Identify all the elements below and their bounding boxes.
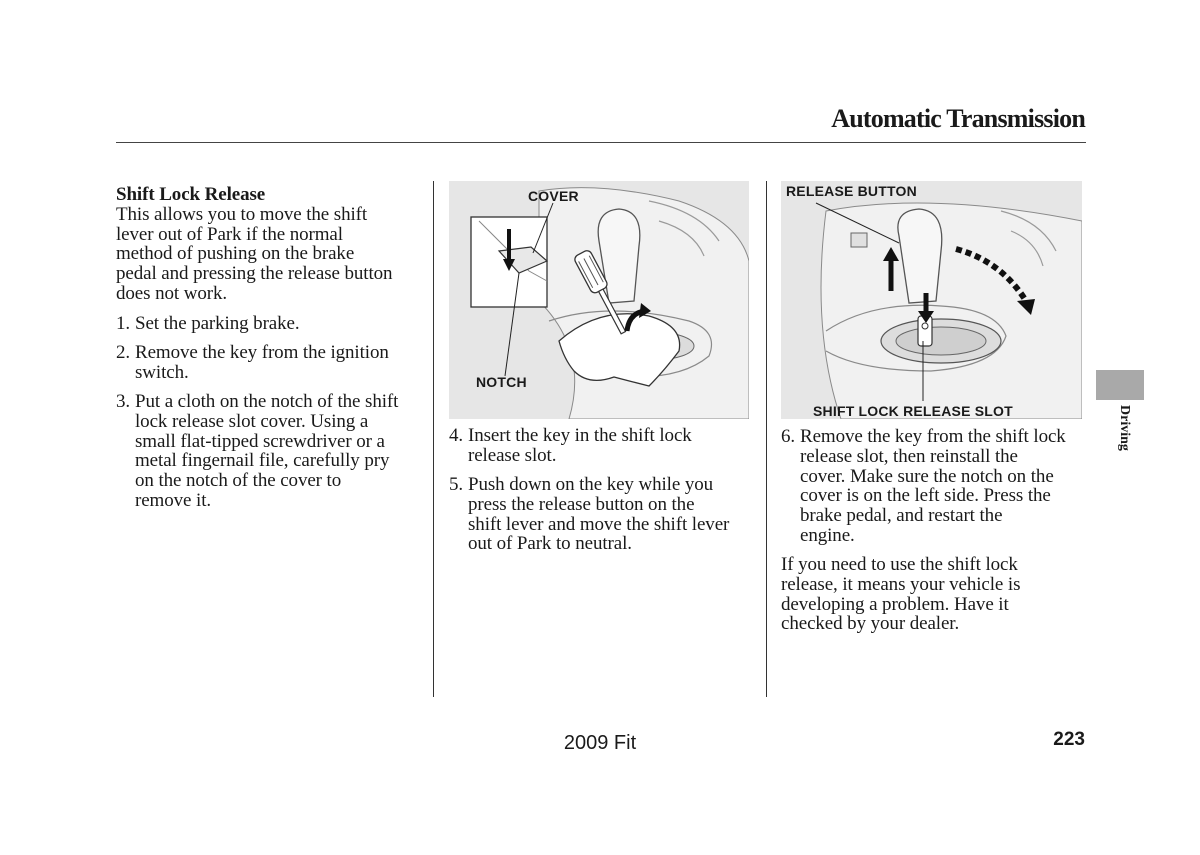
closing-line: If you need to use the shift lock: [781, 554, 1018, 575]
step-text: [135, 343, 389, 383]
step-number: 6.: [781, 426, 796, 447]
step-number: 1.: [116, 313, 131, 334]
step-text: [468, 475, 729, 554]
cover-removal-figure: [449, 181, 749, 419]
step-line: Push down on the key while you: [468, 474, 714, 495]
step-line: Insert the key in the shift lock: [468, 425, 692, 446]
release-slot-figure: [781, 181, 1082, 419]
step-line: remove it.: [135, 489, 212, 511]
step-text: [468, 426, 692, 466]
column-divider-right: [766, 181, 767, 697]
callout-notch: NOTCH: [476, 374, 527, 390]
step-text: [135, 314, 300, 334]
step-line: Remove the key from the shift lock: [800, 426, 1066, 447]
step-line: release slot.: [468, 444, 557, 466]
step-line: brake pedal, and restart the: [800, 505, 1003, 527]
closing-line: checked by your dealer.: [781, 613, 960, 635]
section-tab: [1096, 370, 1144, 400]
step-line: Remove the key from the ignition: [135, 342, 389, 363]
intro-line: This allows you to move the shift: [116, 203, 368, 225]
section-tab-label: Driving: [1117, 405, 1132, 451]
step-line: cover. Make sure the notch on the: [800, 465, 1054, 487]
step-text: [135, 392, 398, 511]
step-line: lock release slot cover. Using a: [135, 410, 369, 432]
closing-paragraph: [781, 555, 1091, 634]
step-line: release slot, then reinstall the: [800, 445, 1018, 467]
footer-model: 2009 Fit: [563, 732, 637, 754]
step-line: shift lever and move the shift lever: [468, 513, 730, 535]
section-heading: Shift Lock Release: [116, 184, 266, 205]
step-line: cover is on the left side. Press the: [800, 485, 1051, 507]
callout-release-button: RELEASE BUTTON: [786, 183, 917, 199]
intro-line: pedal and pressing the release button: [116, 263, 393, 285]
step-line: engine.: [800, 524, 855, 546]
callout-cover: COVER: [528, 188, 579, 204]
step-line: small flat-tipped screwdriver or a: [135, 430, 385, 452]
intro-line: method of pushing on the brake: [116, 243, 355, 265]
closing-line: release, it means your vehicle is: [781, 573, 1021, 595]
column-divider-left: [433, 181, 434, 697]
step-line: out of Park to neutral.: [468, 533, 632, 555]
intro-paragraph: [116, 205, 426, 304]
callout-shift-lock-release-slot: SHIFT LOCK RELEASE SLOT: [813, 403, 1013, 419]
intro-line: lever out of Park if the normal: [116, 223, 343, 245]
step-line: press the release button on the: [468, 493, 695, 515]
step-number: 2.: [116, 342, 131, 363]
step-number: 5.: [449, 474, 464, 495]
step-line: switch.: [135, 361, 189, 383]
step-text: [800, 427, 1066, 546]
title-rule: [116, 142, 1086, 143]
intro-line: does not work.: [116, 282, 228, 304]
left-column: [116, 185, 426, 304]
closing-line: developing a problem. Have it: [781, 593, 1009, 615]
shift-lock-release-illustration: [781, 181, 1082, 419]
step-line: Put a cloth on the notch of the shift: [135, 391, 399, 412]
page-number: 223: [1053, 729, 1085, 750]
step-line: on the notch of the cover to: [135, 470, 342, 492]
step-number: 4.: [449, 425, 464, 446]
step-line: Set the parking brake.: [135, 313, 300, 334]
step-number: 3.: [116, 391, 131, 412]
page-title: Automatic Transmission: [831, 104, 1085, 133]
step-line: metal fingernail file, carefully pry: [135, 450, 390, 472]
